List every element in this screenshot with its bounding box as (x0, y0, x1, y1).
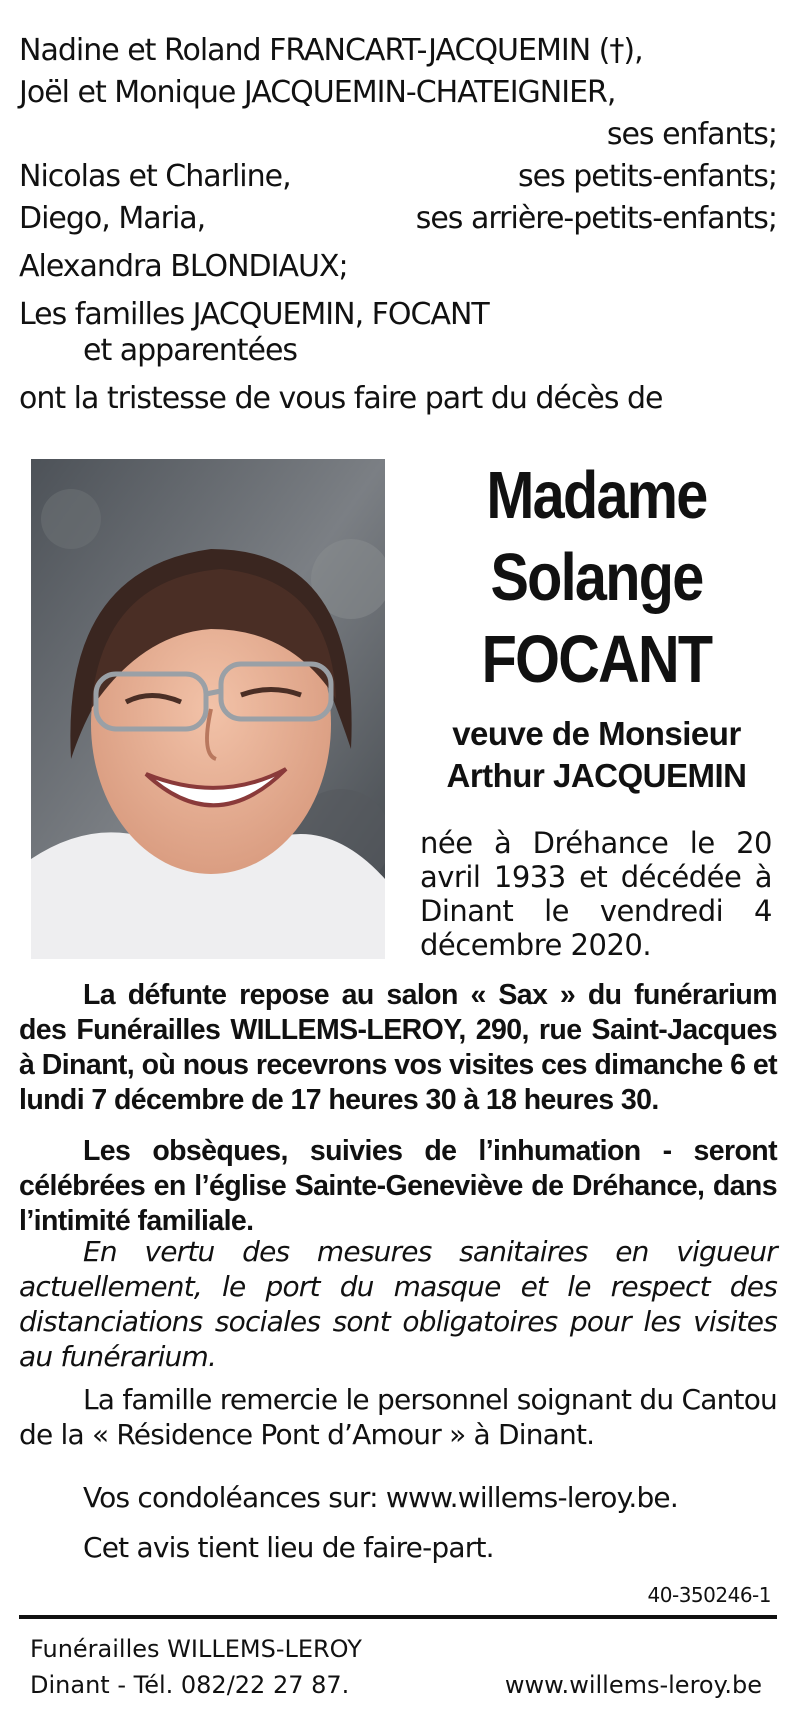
deceased-title: Madame (486, 458, 707, 533)
paragraph-sanitary-measures: En vertu des mesures sanitaires en vigueur actuellement, le port du masque et le respect des distanciations sociales sont obligatoires pour les visites au funérarium. (19, 1235, 777, 1373)
reference-number: 40-350246-1 (647, 1583, 771, 1607)
great-grandchildren-role: ses arrière-petits-enfants; (415, 201, 777, 236)
portrait-photo (31, 459, 385, 959)
family-line-alexandra: Alexandra BLONDIAUX; (19, 249, 348, 284)
paragraph-repose: La défunte repose au salon « Sax » du funérarium des Funérailles WILLEMS-LEROY, 290, rue Saint-Jacques à Dinant, où nous recevrons vos visites ces dimanche 6 et lundi 7 décembre de 17 heures 30 à 18 heures 30. (19, 979, 777, 1116)
deceased-first-name: Solange (490, 540, 703, 615)
family-row-great-grandchildren (19, 198, 777, 240)
footer-company: Funérailles WILLEMS-LEROY (30, 1635, 362, 1663)
family-role-children: ses enfants; (606, 117, 777, 152)
family-announcement (19, 30, 777, 420)
family-line-related: et apparentées (83, 333, 298, 368)
great-grandchildren-names: Diego, Maria, (19, 201, 206, 236)
birth-death-details: née à Dréhance le 20 avril 1933 et décédée à Dinant le vendredi 4 décembre 2020. (420, 826, 772, 962)
widow-of-line-2: Arthur JACQUEMIN (446, 757, 747, 794)
deceased-name-block (404, 455, 789, 797)
family-line-children-1: Nadine et Roland FRANCART-JACQUEMIN (†), (19, 33, 643, 68)
footer (30, 1631, 762, 1703)
paragraph-thanks: La famille remercie le personnel soignant du Cantou de la « Résidence Pont d’Amour » à Dinant. (19, 1383, 777, 1451)
family-row-grandchildren (19, 156, 777, 198)
paragraph-condolences: Vos condoléances sur: www.willems-leroy.be. (83, 1481, 678, 1514)
paragraph-faire-part: Cet avis tient lieu de faire-part. (83, 1531, 494, 1564)
footer-row (30, 1667, 762, 1703)
family-line-families: Les familles JACQUEMIN, FOCANT (19, 297, 489, 332)
paragraph-obseques: Les obsèques, suivies de l’inhumation - seront célébrées en l’église Sainte-Geneviève de Dréhance, dans l’intimité familiale. (19, 1135, 777, 1237)
family-line-children-2: Joël et Monique JACQUEMIN-CHATEIGNIER, (19, 75, 616, 110)
divider-rule (19, 1615, 777, 1619)
portrait-illustration (31, 459, 385, 959)
deceased-last-name: FOCANT (481, 622, 712, 697)
grandchildren-role: ses petits-enfants; (518, 159, 777, 194)
widow-of-line-1: veuve de Monsieur (452, 715, 741, 752)
footer-website: www.willems-leroy.be (504, 1671, 762, 1699)
announcement-line: ont la tristesse de vous faire part du décès de (19, 381, 663, 416)
grandchildren-names: Nicolas et Charline, (19, 159, 291, 194)
footer-address-phone: Dinant - Tél. 082/22 27 87. (30, 1671, 350, 1699)
